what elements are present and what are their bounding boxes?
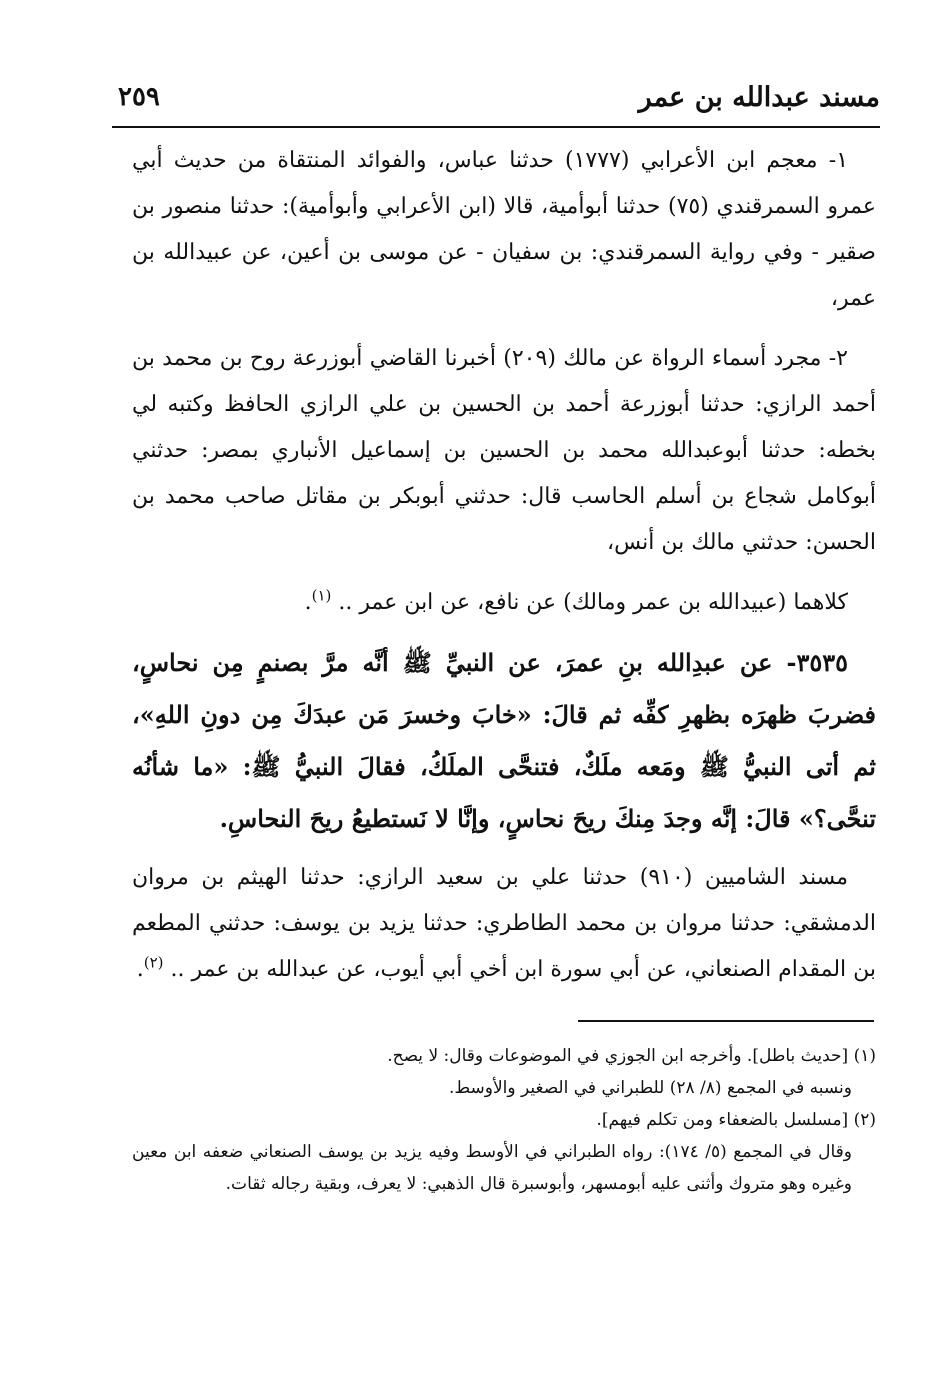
chain-text: مسند الشاميين (٩١٠) حدثنا علي بن سعيد الرازي: حدثنا الهيثم بن مروان الدمشقي: حدثنا مروان بن محمد الطاطري: حدثنا يزيد بن يوسف: حدثني المطعم بن المقدام الصنعاني، عن أبي سورة ابن أخي أبي أيوب، عن عبدالله بن عمر .. (132, 865, 876, 982)
footnote-reference-1: (١) (311, 586, 332, 605)
page-header (112, 82, 880, 128)
footnote-2-line-1: (٢) [مسلسل بالضعفاء ومن تكلم فيهم]. (596, 1110, 876, 1130)
footnote-divider (578, 1020, 874, 1022)
chain-paragraph: مسند الشاميين (٩١٠) حدثنا علي بن سعيد الرازي: حدثنا الهيثم بن مروان الدمشقي: حدثنا مروان بن محمد الطاطري: حدثنا يزيد بن يوسف: حدثني المطعم بن المقدام الصنعاني، عن أبي سورة ابن أخي أبي أيوب، عن عبدالله بن عمر .. $^{(٢)}$. (132, 865, 876, 982)
source-paragraph-1: ١- معجم ابن الأعرابي (١٧٧٧) حدثنا عباس، والفوائد المنتقاة من حديث أبي عمرو السمرقندي (٧٥) حدثنا أبوأمية، قالا (ابن الأعرابي وأبوأمية): حدثنا منصور بن صقير - وفي رواية السمرقندي: بن سفيان - عن موسى بن أعين، عن عبيدالله بن عمر، (132, 148, 876, 311)
footnote-reference-2: (٢) (143, 953, 164, 972)
combined-chain-text: كلاهما (عبيدالله بن عمر ومالك) عن نافع، عن ابن عمر .. (338, 590, 848, 615)
page-number: ٢٥٩ (118, 82, 160, 112)
source-paragraph-2: ٢- مجرد أسماء الرواة عن مالك (٢٠٩) أخبرنا القاضي أبوزرعة روح بن محمد بن أحمد الرازي: حدثنا أبوزرعة أحمد بن الحسين بن علي الرازي الحافظ وكتبه لي بخطه: حدثنا أبوعبدالله محمد بن الحسين بن إسماعيل الأنباري بمصر: حدثني أبوكامل شجاع بن أسلم الحاسب قال: حدثني أبوبكر بن مقاتل صاحب محمد بن الحسن: حدثني مالك بن أنس، (132, 346, 876, 555)
hadith-text: ٣٥٣٥- عن عبدِالله بنِ عمرَ، عن النبيِّ ﷺ أنَّه مرَّ بصنمٍ مِن نحاسٍ، فضربَ ظهرَه بظهرِ كفِّه ثم قالَ: «خابَ وخسرَ مَن عبدَكَ مِن دونِ اللهِ»، ثم أتى النبيُّ ﷺ ومَعه ملَكٌ، فتنحَّى الملَكُ، فقالَ النبيُّ ﷺ: «ما شأنُه تنحَّى؟» قالَ: إنَّه وجدَ مِنكَ ريحَ نحاسٍ، وإنَّا لا نَستطيعُ ريحَ النحاسِ. (132, 648, 876, 833)
running-title: مسند عبدالله بن عمر (638, 82, 880, 113)
footnote-1-line-1: (١) [حديث باطل]. وأخرجه ابن الجوزي في الموضوعات وقال: لا يصح. (387, 1046, 876, 1066)
footnote-2-line-2: وقال في المجمع (٥/ ١٧٤): رواه الطبراني في الأوسط وفيه يزيد بن يوسف الصنعاني ضعفه ابن معين وغيره وهو متروك وأثنى عليه أبومسهر، وأبوسبرة قال الذهبي: لا يعرف، وبقية رجاله ثقات. (132, 1142, 852, 1194)
combined-chain-paragraph: كلاهما (عبيدالله بن عمر ومالك) عن نافع، عن ابن عمر .. $^{(١)}$. (304, 586, 848, 615)
footnote-1-line-2: ونسبه في المجمع (٨/ ٢٨) للطبراني في الصغير والأوسط. (448, 1078, 852, 1098)
footnotes (132, 1040, 876, 1200)
